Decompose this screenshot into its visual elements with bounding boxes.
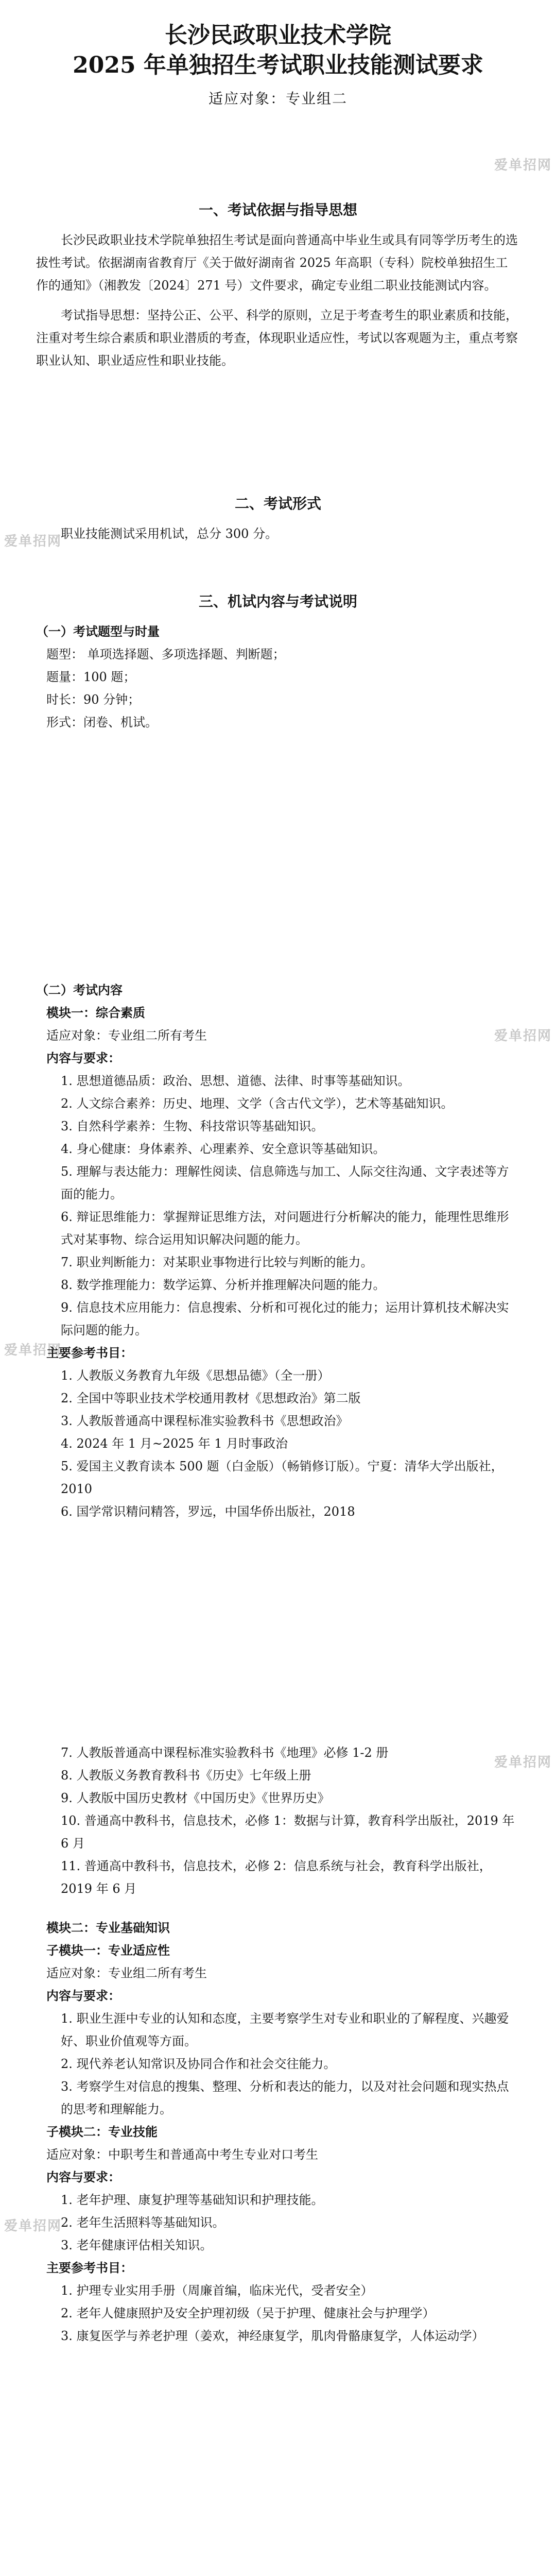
paragraph: 职业技能测试采用机试，总分 300 分。 xyxy=(61,527,278,541)
list-item: 8. 人教版义务教育教科书《历史》七年级上册 xyxy=(61,1768,311,1783)
school-name: 长沙民政职业技术学院 xyxy=(165,22,391,48)
list-item: 5. 爱国主义教育读本 500 题（白金版）（畅销修订版）。宁夏：清华大学出版社，2010 xyxy=(61,1459,503,1496)
list-item: 1. 人教版义务教育九年级《思想品德》（全一册） xyxy=(61,1368,330,1383)
target-audience: 适应对象：专业组二 xyxy=(208,90,348,107)
module-target: 适应对象：专业组二所有考生 xyxy=(46,1966,207,1980)
module-target: 适应对象：中职考生和普通高中考生专业对口考生 xyxy=(46,2147,318,2162)
list-item: 11. 普通高中教科书，信息技术，必修 2：信息系统与社会，教育科学出版社，2019 年 6 月 xyxy=(61,1859,492,1896)
document-title: 2025 年单独招生考试职业技能测试要求 xyxy=(73,52,483,78)
paragraph: 考试指导思想：坚持公正、公平、科学的原则，立足于考查考生的职业素质和技能，注重对考生综合素质和职业潜质的考查，体现职业适应性，考试以客观题为主，重点考察职业认知、职业适应性和职业技能。 xyxy=(36,308,518,368)
books-list xyxy=(0,1741,556,1900)
watermark: 爱单招网 xyxy=(494,158,552,173)
module-target: 适应对象：专业组二所有考生 xyxy=(46,1028,207,1043)
list-item: 8. 数学推理能力：数学运算、分析并推理解决问题的能力。 xyxy=(61,1278,386,1292)
section-heading: 一、考试依据与指导思想 xyxy=(198,201,357,218)
list-item: 7. 人教版普通高中课程标准实验教科书《地理》必修 1-2 册 xyxy=(61,1745,389,1760)
list-item: 1. 思想道德品质：政治、思想、道德、法律、时事等基础知识。 xyxy=(61,1074,410,1088)
info-line: 题量：100 题； xyxy=(46,670,136,684)
requirements-list xyxy=(0,2007,556,2121)
section-heading: 二、考试形式 xyxy=(234,495,321,512)
list-item: 3. 自然科学素养：生物、科技常识等基础知识。 xyxy=(61,1119,324,1133)
requirements-list xyxy=(0,2189,556,2257)
more-books xyxy=(0,1741,556,1900)
watermark: 爱单招网 xyxy=(4,2218,62,2234)
watermark: 爱单招网 xyxy=(4,1343,62,1358)
list-item: 9. 信息技术应用能力：信息搜索、分析和可视化过的能力；运用计算机技术解决实际问题的能力。 xyxy=(61,1300,509,1337)
info-line: 题型： 单项选择题、多项选择题、判断题； xyxy=(46,647,285,662)
exam-content xyxy=(0,979,556,1523)
list-item: 3. 老年健康评估相关知识。 xyxy=(61,2238,213,2252)
section-content xyxy=(0,572,556,734)
info-line: 时长：90 分钟； xyxy=(46,692,141,707)
submodule-title: 子模块二：专业技能 xyxy=(46,2124,158,2139)
watermark: 爱单招网 xyxy=(494,1028,552,1044)
submodule-title: 子模块一：专业适应性 xyxy=(46,1943,170,1958)
list-item: 2. 人文综合素养：历史、地理、文学（含古代文学），艺术等基础知识。 xyxy=(61,1096,454,1111)
books-heading: 主要参考书目： xyxy=(46,1345,133,1360)
list-item: 6. 辩证思维能力：掌握辩证思维方法，对问题进行分析解决的能力，能理性思维形式对某事物、综合运用知识解决问题的能力。 xyxy=(61,1210,509,1247)
sub-heading: （一）考试题型与时量 xyxy=(36,624,160,639)
list-item: 9. 人教版中国历史教材《中国历史》《世界历史》 xyxy=(61,1791,330,1805)
module-title: 模块一：综合素质 xyxy=(46,1005,145,1020)
list-item: 2. 现代养老认知常识及协同合作和社会交往能力。 xyxy=(61,2057,336,2071)
list-item: 3. 考察学生对信息的搜集、整理、分析和表达的能力，以及对社会问题和现实热点的思考和理解能力。 xyxy=(61,2079,509,2116)
list-item: 2. 老年生活照料等基础知识。 xyxy=(61,2215,225,2230)
list-item: 5. 理解与表达能力：理解性阅读、信息筛选与加工、人际交往沟通、文字表述等方面的能力。 xyxy=(61,1164,509,1201)
watermark: 爱单招网 xyxy=(4,534,62,549)
section-basis xyxy=(0,180,556,372)
req-heading: 内容与要求： xyxy=(46,1988,120,2003)
module-title: 模块二：专业基础知识 xyxy=(46,1920,170,1935)
sub-heading: （二）考试内容 xyxy=(36,982,123,997)
list-item: 10. 普通高中教科书，信息技术，必修 1：数据与计算，教育科学出版社，2019 年 6 月 xyxy=(61,1814,515,1851)
list-item: 4. 身心健康：身体素养、心理素养、安全意识等基础知识。 xyxy=(61,1142,386,1156)
list-item: 1. 护理专业实用手册（周廉首编，临床光代，受者安全） xyxy=(61,2283,373,2298)
list-item: 6. 国学常识精问精答，罗远，中国华侨出版社，2018 xyxy=(61,1504,355,1519)
books-heading: 主要参考书目： xyxy=(46,2260,133,2275)
list-item: 3. 人教版普通高中课程标准实验教科书《思想政治》 xyxy=(61,1414,349,1428)
watermark: 爱单招网 xyxy=(494,1755,552,1770)
books-list xyxy=(0,2279,556,2347)
list-item: 1. 老年护理、康复护理等基础知识和护理技能。 xyxy=(61,2193,324,2207)
list-item: 3. 康复医学与养老护理（姜欢，神经康复学，肌肉骨骼康复学，人体运动学） xyxy=(61,2329,484,2343)
req-heading: 内容与要求： xyxy=(46,1050,120,1065)
info-line: 形式：闭卷、机试。 xyxy=(46,715,158,730)
section-heading: 三、机试内容与考试说明 xyxy=(198,593,357,610)
list-item: 2. 全国中等职业技术学校通用教材《思想政治》第二版 xyxy=(61,1391,361,1405)
section-form xyxy=(0,474,556,545)
module-two xyxy=(0,1917,556,2347)
document-header xyxy=(0,21,556,108)
list-item: 1. 职业生涯中专业的认知和态度，主要考察学生对专业和职业的了解程度、兴趣爱好、职业价值观等方面。 xyxy=(61,2011,509,2048)
req-heading: 内容与要求： xyxy=(46,2170,120,2184)
paragraph: 长沙民政职业技术学院单独招生考试是面向普通高中毕业生或具有同等学历考生的选拔性考试。依据湖南省教育厅《关于做好湖南省 2025 年高职（专科）院校单独招生工作的通知》（湘教发〔2024〕271 号）文件要求，确定专业组二职业技能测试内容。 xyxy=(36,233,518,293)
requirements-list xyxy=(0,1070,556,1342)
books-list xyxy=(0,1364,556,1523)
list-item: 7. 职业判断能力：对某职业事物进行比较与判断的能力。 xyxy=(61,1255,373,1269)
list-item: 4. 2024 年 1 月~2025 年 1 月时事政治 xyxy=(61,1436,288,1451)
list-item: 2. 老年人健康照护及安全护理初级（吴于护理、健康社会与护理学） xyxy=(61,2306,435,2320)
